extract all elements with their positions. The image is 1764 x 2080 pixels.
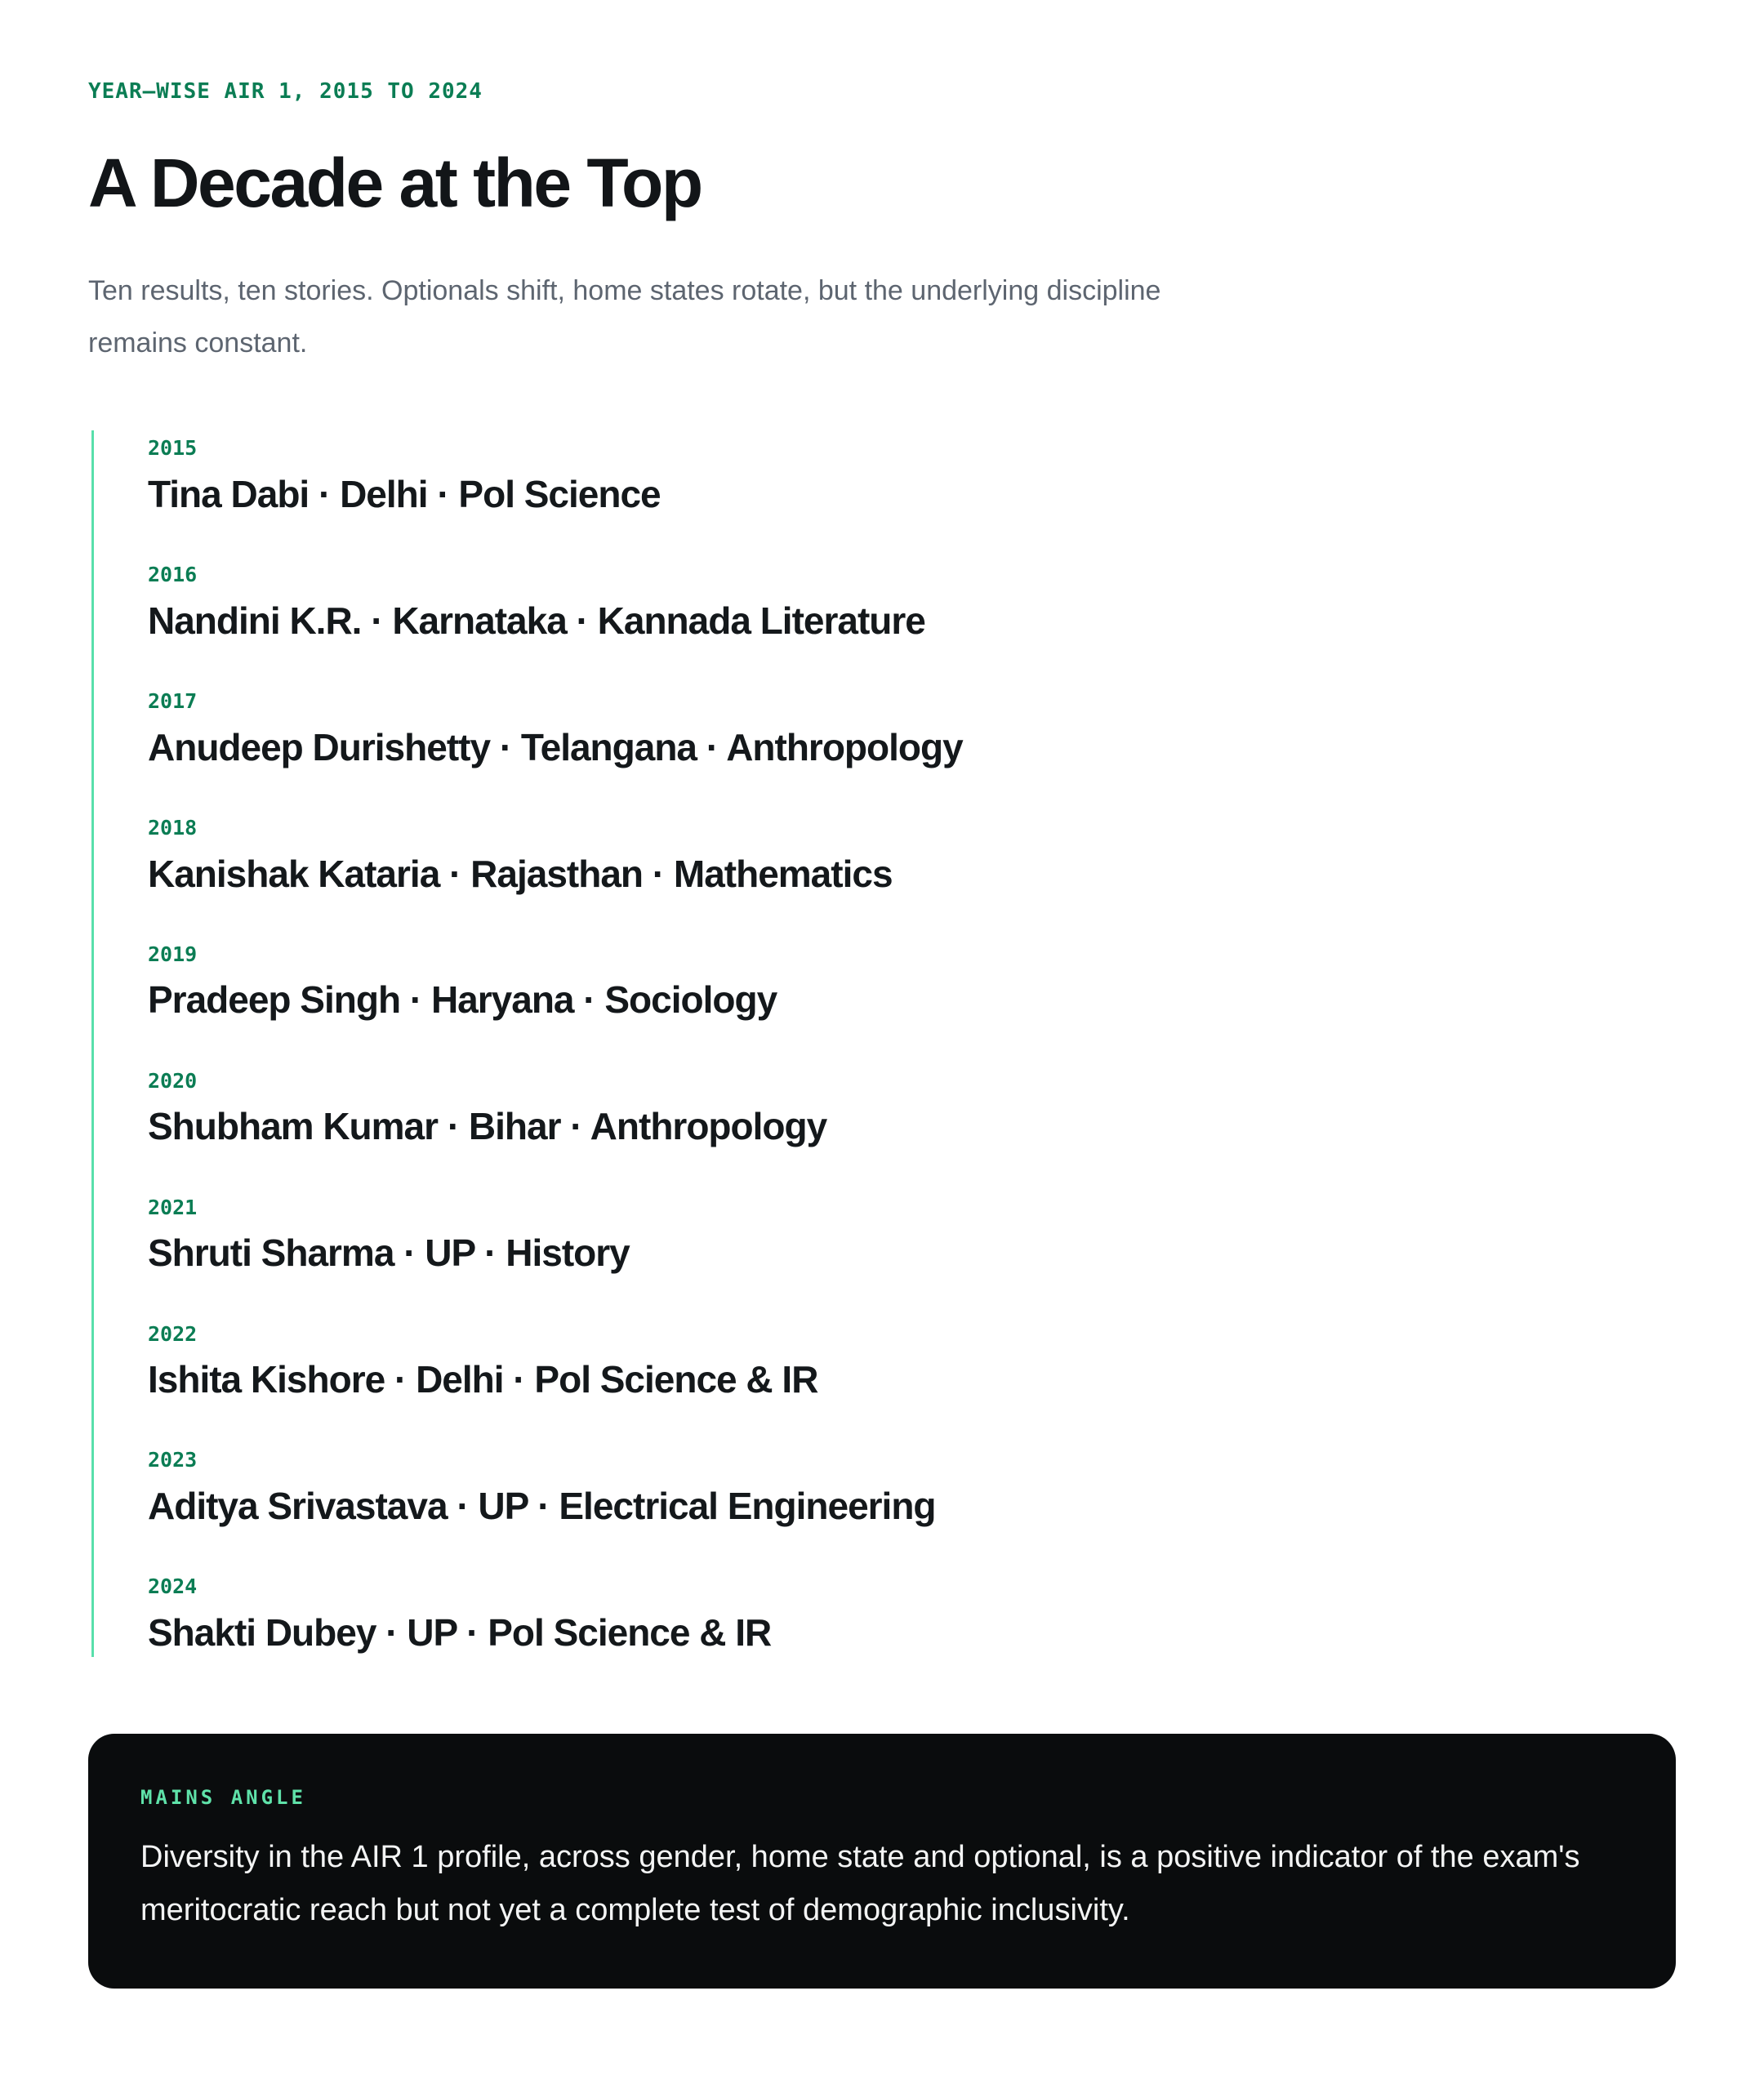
entry-year: 2016 — [148, 562, 198, 586]
timeline-entry — [148, 1070, 1676, 1150]
entry-headline: Tina Dabi · Delhi · Pol Science — [148, 472, 661, 515]
entry-year: 2021 — [148, 1195, 198, 1219]
year-timeline — [91, 430, 1676, 1657]
mains-angle-callout — [88, 1734, 1676, 1989]
entry-headline: Aditya Srivastava · UP · Electrical Engineering — [148, 1485, 936, 1528]
timeline-entry — [148, 817, 1676, 897]
timeline-entry — [148, 1196, 1676, 1276]
entry-year: 2023 — [148, 1448, 198, 1472]
entry-headline: Shubham Kumar · Bihar · Anthropology — [148, 1105, 827, 1148]
timeline-entry — [148, 1449, 1676, 1529]
entry-headline: Kanishak Kataria · Rajasthan · Mathematics — [148, 852, 893, 895]
eyebrow-label: YEAR–WISE AIR 1, 2015 TO 2024 — [88, 79, 483, 104]
entry-year: 2018 — [148, 815, 198, 840]
timeline-entry — [148, 690, 1676, 770]
timeline-entry — [148, 563, 1676, 644]
entry-headline: Anudeep Durishetty · Telangana · Anthropology — [148, 725, 963, 768]
callout-text: Diversity in the AIR 1 profile, across gender, home state and optional, is a positive indicator of the exam's meritocratic reach but not yet a complete test of demographic inclusivity. — [140, 1840, 1580, 1927]
page-subtitle: Ten results, ten stories. Optionals shift, home states rotate, but the underlying discipline remains constant. — [88, 274, 1161, 359]
entry-headline: Pradeep Singh · Haryana · Sociology — [148, 978, 777, 1022]
entry-headline: Nandini K.R. · Karnataka · Kannada Literature — [148, 599, 925, 642]
timeline-entry — [148, 437, 1676, 517]
timeline-entry — [148, 1323, 1676, 1403]
entry-year: 2015 — [148, 435, 198, 460]
entry-headline: Ishita Kishore · Delhi · Pol Science & IR — [148, 1358, 818, 1401]
entry-headline: Shakti Dubey · UP · Pol Science & IR — [148, 1611, 772, 1655]
callout-label: MAINS ANGLE — [140, 1786, 306, 1810]
timeline-entry — [148, 1575, 1676, 1655]
entry-year: 2017 — [148, 688, 198, 713]
entry-headline: Shruti Sharma · UP · History — [148, 1232, 630, 1275]
entry-year: 2022 — [148, 1321, 198, 1346]
entry-year: 2019 — [148, 942, 198, 966]
entry-year: 2024 — [148, 1574, 198, 1599]
page-title: A Decade at the Top — [88, 144, 702, 221]
timeline-entry — [148, 943, 1676, 1023]
entry-year: 2020 — [148, 1068, 198, 1093]
